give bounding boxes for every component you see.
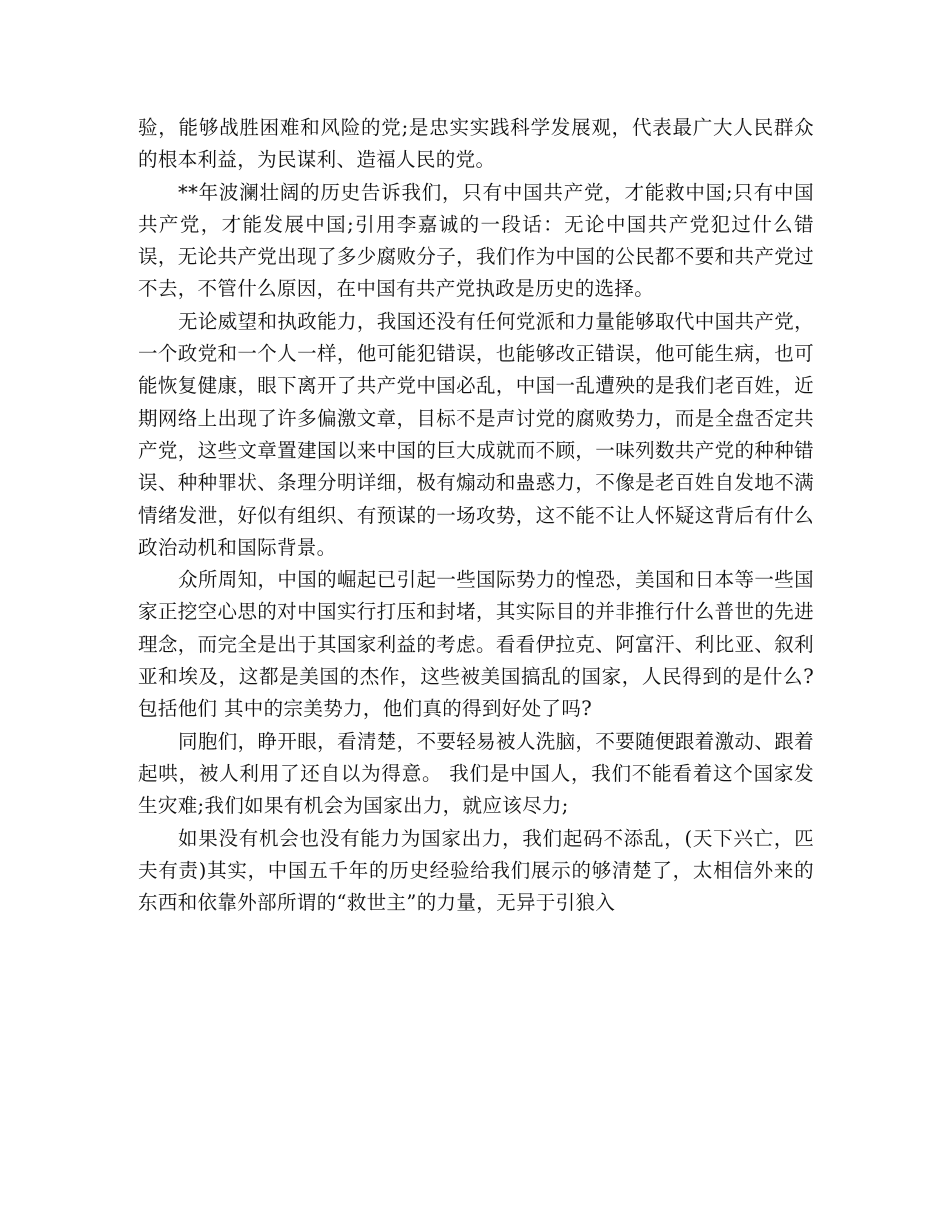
paragraph-history: **年波澜壮阔的历史告诉我们，只有中国共产党，才能救中国;只有中国共产党，才能发展中国;引用李嘉诚的一段话：无论中国共产党犯过什么错误，无论共产党出现了多少腐败分子，我们作为中国的公民都不要和共产党过不去，不管什么原因，在中国有共产党执政是历史的选择。 [138, 180, 814, 301]
paragraph-continuation: 验，能够战胜困难和风险的党;是忠实实践科学发展观，代表最广大人民群众的根本利益，为民谋利、造福人民的党。 [138, 116, 814, 172]
paragraph-governance: 无论威望和执政能力，我国还没有任何党派和力量能够取代中国共产党，一个政党和一个人一样，他可能犯错误，也能够改正错误，他可能生病，也可能恢复健康，眼下离开了共产党中国必乱，中国一乱遭殃的是我们老百姓，近期网络上出现了许多偏激文章，目标不是声讨党的腐败势力，而是全盘否定共产党，这些文章置建国以来中国的巨大成就而不顾，一味列数共产党的种种错误、种种罪状、条理分明详细，极有煽动和蛊惑力，不像是老百姓自发地不满情绪发泄，好似有组织、有预谋的一场攻势，这不能不让人怀疑这背后有什么政治动机和国际背景。 [138, 309, 814, 559]
paragraph-appeal: 同胞们，睁开眼，看清楚，不要轻易被人洗脑，不要随便跟着激动、跟着起哄，被人利用了还自以为得意。 我们是中国人，我们不能看着这个国家发生灾难;我们如果有机会为国家出力，就应该尽力; [138, 729, 814, 818]
paragraph-international: 众所周知，中国的崛起已引起一些国际势力的惶恐，美国和日本等一些国家正挖空心思的对中国实行打压和封堵，其实际目的并非推行什么普世的先进理念，而完全是出于其国家利益的考虑。看看伊拉克、阿富汗、利比亚、叙利亚和埃及，这都是美国的杰作，这些被美国搞乱的国家，人民得到的是什么?包括他们 其中的宗美势力，他们真的得到好处了吗? [138, 568, 814, 721]
paragraph-responsibility: 如果没有机会也没有能力为国家出力，我们起码不添乱，(天下兴亡，匹夫有责)其实，中国五千年的历史经验给我们展示的够清楚了，太相信外来的东西和依靠外部所谓的“救世主”的力量，无异于引狼入 [138, 826, 814, 915]
document-body [138, 112, 814, 919]
